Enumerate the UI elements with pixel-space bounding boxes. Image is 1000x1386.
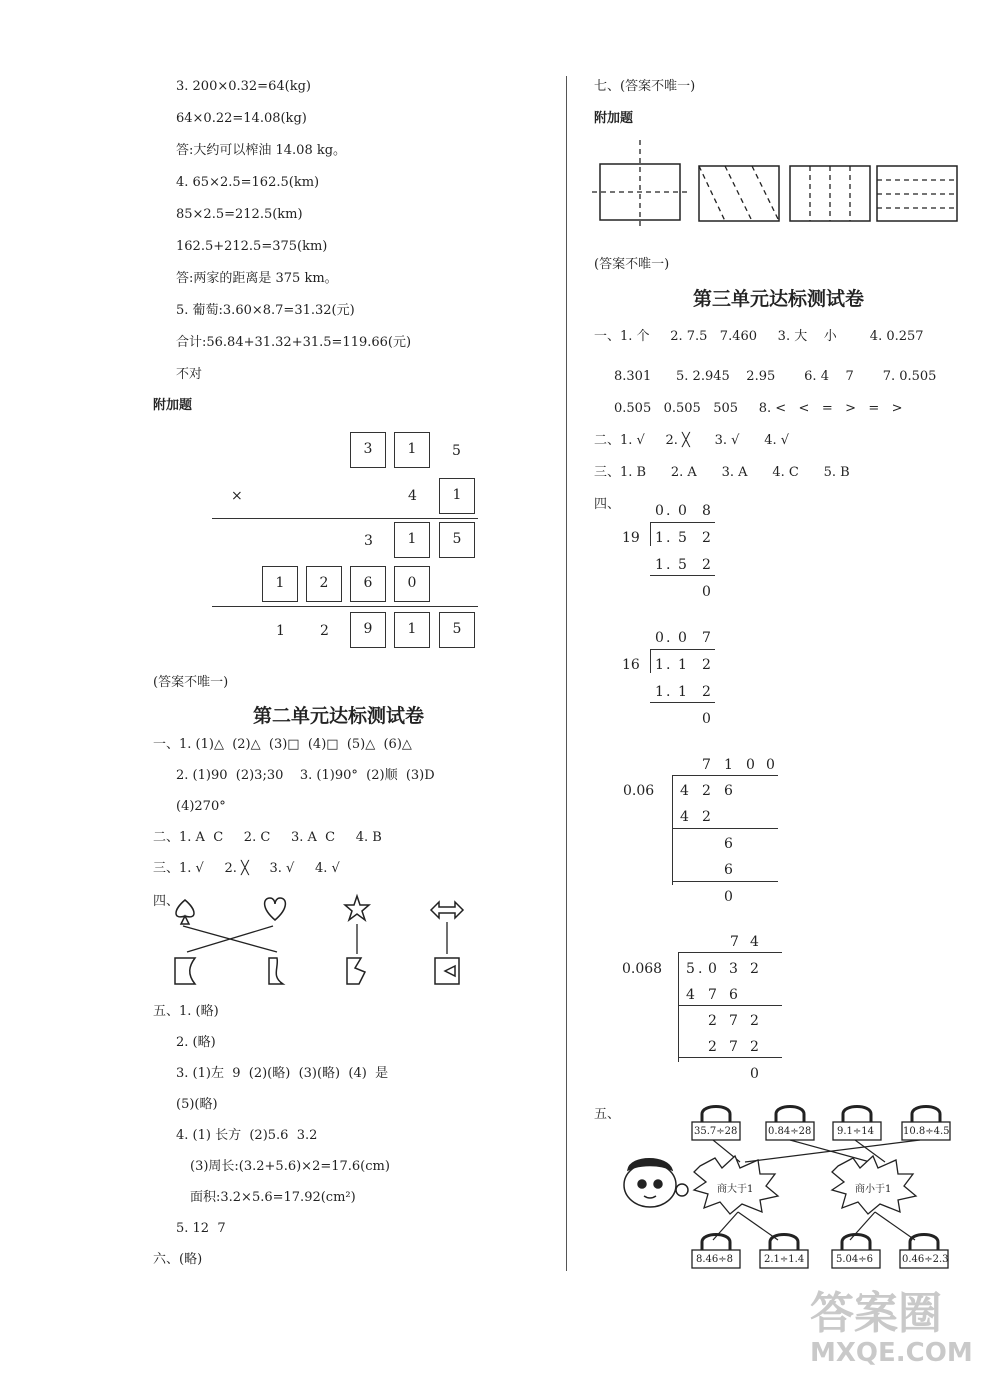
div4-s1c: 6 bbox=[729, 987, 738, 1003]
mult-r4-box3: 6 bbox=[350, 566, 386, 602]
mult-r1-box2: 1 bbox=[394, 432, 430, 468]
lock-top-3 bbox=[831, 1102, 883, 1142]
matching-diagram bbox=[165, 892, 475, 992]
div1-s3: 5 bbox=[678, 557, 687, 573]
div2-d2: . bbox=[666, 657, 671, 673]
div2-s3: 1 bbox=[678, 684, 687, 700]
l-line-7: 答:两家的距离是 375 km。 bbox=[176, 271, 338, 286]
lock-bottom-3-label: 5.04÷6 bbox=[836, 1254, 874, 1265]
div2-d1: 1 bbox=[655, 657, 664, 673]
div1-s4: 2 bbox=[702, 557, 711, 573]
u2-line-13: 面积:3.2×5.6=17.92(cm²) bbox=[190, 1190, 356, 1205]
div2-line bbox=[650, 702, 715, 703]
div2-q2: . bbox=[666, 630, 671, 646]
mult-line-2 bbox=[212, 606, 478, 607]
div1-q2: . bbox=[666, 503, 671, 519]
div1-rem: 0 bbox=[702, 584, 711, 600]
div1-q3: 0 bbox=[678, 503, 687, 519]
div1-d4: 2 bbox=[702, 530, 711, 546]
div2-s2: . bbox=[666, 684, 671, 700]
r-note: (答案不唯一) bbox=[594, 257, 670, 272]
u2-line-6: 四、 bbox=[153, 894, 180, 909]
lock-top-4-label: 10.8÷4.5 bbox=[903, 1126, 950, 1137]
div4-q1: 7 bbox=[730, 934, 739, 950]
div2-d4: 2 bbox=[702, 657, 711, 673]
div3-d2: 2 bbox=[702, 783, 711, 799]
div3-line2 bbox=[672, 881, 778, 882]
div1-s1: 1 bbox=[655, 557, 664, 573]
r-bonus-title: 附加题 bbox=[594, 111, 634, 126]
div2-d3: 1 bbox=[678, 657, 687, 673]
u3-line-6: 四、 bbox=[594, 497, 621, 512]
lock-bottom-2 bbox=[758, 1230, 810, 1270]
div2-q1: 0 bbox=[655, 630, 664, 646]
watermark-main: 答案圈 bbox=[810, 1288, 942, 1339]
unit3-title: 第三单元达标测试卷 bbox=[693, 288, 865, 310]
u2-line-15: 六、(略) bbox=[153, 1252, 203, 1267]
div4-s1b: 7 bbox=[708, 987, 717, 1003]
mult-r5-box1: 9 bbox=[350, 612, 386, 648]
mult-times: × bbox=[231, 488, 243, 504]
div3-q2: 1 bbox=[724, 757, 733, 773]
div1-d1: 1 bbox=[655, 530, 664, 546]
div4-bracket bbox=[678, 952, 679, 1062]
column-divider bbox=[566, 76, 567, 1271]
u3-line-3: 0.505 0.505 505 8. < < = > = > bbox=[614, 401, 903, 416]
lock-top-4 bbox=[900, 1102, 952, 1142]
lock-top-1 bbox=[690, 1102, 742, 1142]
div3-s1b: 2 bbox=[702, 809, 711, 825]
l-line-10: 不对 bbox=[176, 367, 203, 382]
lock-top-2-label: 0.84÷28 bbox=[768, 1126, 812, 1137]
l-line-6: 162.5+212.5=375(km) bbox=[176, 239, 328, 254]
u2-line-11: 4. (1) 长方 (2)5.6 3.2 bbox=[176, 1128, 318, 1143]
u3-line-7: 五、 bbox=[594, 1107, 621, 1122]
div2-q4: 7 bbox=[702, 630, 711, 646]
div1-d3: 5 bbox=[678, 530, 687, 546]
div2-q3: 0 bbox=[678, 630, 687, 646]
u2-line-14: 5. 12 7 bbox=[176, 1221, 226, 1236]
u3-line-1: 一、1. 个 2. 7.5 7.460 3. 大 小 4. 0.257 bbox=[594, 329, 924, 344]
mult-r3-box2: 5 bbox=[439, 522, 475, 558]
u2-line-9: 3. (1)左 9 (2)(略) (3)(略) (4) 是 bbox=[176, 1066, 389, 1081]
u2-line-10: (5)(略) bbox=[176, 1097, 218, 1112]
div4-d2: . bbox=[698, 961, 703, 977]
r-q7: 七、(答案不唯一) bbox=[594, 79, 696, 94]
mult-r2-digit: 4 bbox=[408, 488, 417, 504]
lock-bottom-2-label: 2.1÷1.4 bbox=[764, 1254, 805, 1265]
u2-line-5: 三、1. √ 2. ╳ 3. √ 4. √ bbox=[153, 861, 340, 876]
div4-line1 bbox=[678, 1005, 782, 1006]
div3-d1: 4 bbox=[680, 783, 689, 799]
u2-line-12: (3)周长:(3.2+5.6)×2=17.6(cm) bbox=[190, 1159, 390, 1174]
div3-r1: 6 bbox=[724, 836, 733, 852]
lock-bottom-1-label: 8.46÷8 bbox=[696, 1254, 734, 1265]
badge-right: 商小于1 bbox=[855, 1184, 892, 1195]
lock-top-3-label: 9.1÷14 bbox=[837, 1126, 875, 1137]
div3-bar bbox=[672, 775, 778, 776]
div4-r1a: 2 bbox=[708, 1013, 717, 1029]
lock-bottom-3 bbox=[830, 1230, 882, 1270]
div3-rem: 0 bbox=[724, 889, 733, 905]
lock-bottom-4-label: 0.46÷2.3 bbox=[902, 1254, 949, 1265]
u3-line-5: 三、1. B 2. A 3. A 4. C 5. B bbox=[594, 465, 850, 480]
div2-s4: 2 bbox=[702, 684, 711, 700]
div2-bar bbox=[650, 649, 715, 650]
mult-line-1 bbox=[212, 518, 478, 519]
half-arrow-icon bbox=[435, 958, 459, 984]
div4-bar bbox=[678, 952, 782, 953]
mult-r1-box1: 3 bbox=[350, 432, 386, 468]
div4-rem: 0 bbox=[750, 1066, 759, 1082]
u2-line-7: 五、1. (略) bbox=[153, 1004, 219, 1019]
div4-d1: 5 bbox=[686, 961, 695, 977]
div2-rem: 0 bbox=[702, 711, 711, 727]
lock-bottom-4 bbox=[898, 1230, 950, 1270]
half-heart-icon bbox=[269, 958, 283, 984]
u2-line-1: 一、1. (1)△ (2)△ (3)□ (4)□ (5)△ (6)△ bbox=[153, 737, 412, 752]
l-note: (答案不唯一) bbox=[153, 675, 229, 690]
div3-q3: 0 bbox=[746, 757, 755, 773]
div1-q4: 8 bbox=[702, 503, 711, 519]
div1-bar bbox=[650, 522, 715, 523]
div3-d3: 6 bbox=[724, 783, 733, 799]
mult-r1-digit: 5 bbox=[452, 443, 461, 459]
div4-r1b: 7 bbox=[729, 1013, 738, 1029]
l-line-8: 5. 葡萄:3.60×8.7=31.32(元) bbox=[176, 303, 355, 318]
u2-line-3: (4)270° bbox=[176, 799, 226, 814]
star-icon bbox=[345, 896, 369, 920]
div4-d5: 2 bbox=[750, 961, 759, 977]
u3-line-2: 8.301 5. 2.945 2.95 6. 4 7 7. 0.505 bbox=[614, 369, 937, 384]
div1-d2: . bbox=[666, 530, 671, 546]
double-arrow-icon bbox=[431, 902, 463, 918]
div1-q1: 0 bbox=[655, 503, 664, 519]
u2-line-2: 2. (1)90 (2)3;30 3. (1)90° (2)顺 (3)D bbox=[176, 768, 435, 783]
cartoon-mascot-icon bbox=[624, 1159, 688, 1207]
l-line-5: 85×2.5=212.5(km) bbox=[176, 207, 303, 222]
mult-r5-box2: 1 bbox=[394, 612, 430, 648]
mult-r5-digit2: 2 bbox=[320, 623, 329, 639]
div2-bracket bbox=[650, 649, 651, 673]
unit2-title: 第二单元达标测试卷 bbox=[253, 705, 425, 727]
mult-r5-digit1: 1 bbox=[276, 623, 285, 639]
u2-line-8: 2. (略) bbox=[176, 1035, 216, 1050]
l-line-9: 合计:56.84+31.32+31.5=119.66(元) bbox=[176, 335, 412, 350]
div4-d3: 0 bbox=[708, 961, 717, 977]
div1-s2: . bbox=[666, 557, 671, 573]
div1-divisor: 19 bbox=[622, 530, 640, 546]
div4-line2 bbox=[678, 1057, 782, 1058]
watermark-url: MXQE.COM bbox=[810, 1338, 973, 1368]
div3-q1: 7 bbox=[702, 757, 711, 773]
div1-line bbox=[650, 575, 715, 576]
spade-icon bbox=[176, 900, 194, 924]
lock-bottom-1 bbox=[690, 1230, 742, 1270]
div3-s1a: 4 bbox=[680, 809, 689, 825]
u3-line-4: 二、1. √ 2. ╳ 3. √ 4. √ bbox=[594, 433, 790, 448]
div4-s2a: 2 bbox=[708, 1039, 717, 1055]
div3-s2: 6 bbox=[724, 862, 733, 878]
mult-r3-box1: 1 bbox=[394, 522, 430, 558]
mult-r5-box3: 5 bbox=[439, 612, 475, 648]
l-line-1: 3. 200×0.32=64(kg) bbox=[176, 79, 311, 94]
div4-divisor: 0.068 bbox=[622, 961, 663, 977]
div4-d4: 3 bbox=[729, 961, 738, 977]
div3-bracket bbox=[672, 775, 673, 885]
div4-r1c: 2 bbox=[750, 1013, 759, 1029]
mult-r3-digit: 3 bbox=[364, 533, 373, 549]
div3-line1 bbox=[672, 828, 778, 829]
mult-r4-box2: 2 bbox=[306, 566, 342, 602]
div3-divisor: 0.06 bbox=[623, 783, 655, 799]
fold-rectangles bbox=[592, 138, 962, 228]
div3-q4: 0 bbox=[766, 757, 775, 773]
l-bonus-title: 附加题 bbox=[153, 398, 193, 413]
heart-icon bbox=[265, 898, 286, 920]
div1-bracket bbox=[650, 522, 651, 546]
badge-left: 商大于1 bbox=[717, 1184, 754, 1195]
div4-s2c: 2 bbox=[750, 1039, 759, 1055]
half-spade-icon bbox=[175, 958, 195, 984]
div2-s1: 1 bbox=[655, 684, 664, 700]
mult-r2-box: 1 bbox=[439, 478, 475, 514]
div4-q2: 4 bbox=[750, 934, 759, 950]
div4-s1a: 4 bbox=[686, 987, 695, 1003]
l-line-4: 4. 65×2.5=162.5(km) bbox=[176, 175, 320, 190]
l-line-2: 64×0.22=14.08(kg) bbox=[176, 111, 307, 126]
div4-s2b: 7 bbox=[729, 1039, 738, 1055]
lock-top-2 bbox=[764, 1102, 816, 1142]
mult-r4-box4: 0 bbox=[394, 566, 430, 602]
half-star-icon bbox=[347, 958, 365, 984]
lock-top-1-label: 35.7÷28 bbox=[694, 1126, 738, 1137]
l-line-3: 答:大约可以榨油 14.08 kg。 bbox=[176, 143, 347, 158]
mult-r4-box1: 1 bbox=[262, 566, 298, 602]
u2-line-4: 二、1. A C 2. C 3. A C 4. B bbox=[153, 830, 382, 845]
watermark bbox=[810, 1288, 973, 1368]
div2-divisor: 16 bbox=[622, 657, 640, 673]
